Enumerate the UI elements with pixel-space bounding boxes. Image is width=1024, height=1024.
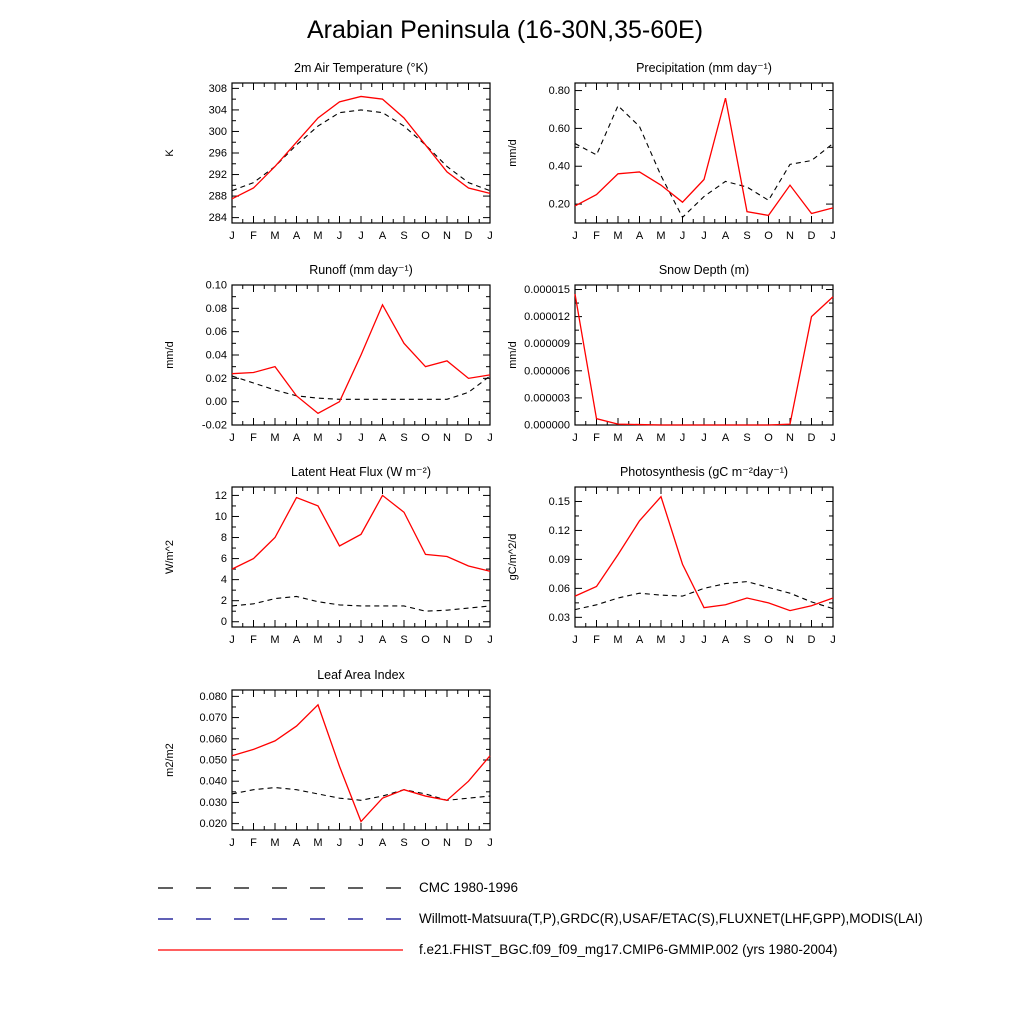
svg-text:J: J xyxy=(830,634,836,646)
svg-text:10: 10 xyxy=(214,510,227,523)
svg-text:M: M xyxy=(313,230,323,242)
svg-text:F: F xyxy=(593,634,600,646)
svg-text:0.20: 0.20 xyxy=(548,198,570,211)
svg-text:M: M xyxy=(613,634,623,646)
svg-text:0.080: 0.080 xyxy=(199,690,227,703)
svg-text:A: A xyxy=(721,432,730,444)
svg-text:D: D xyxy=(807,230,816,242)
svg-text:O: O xyxy=(764,634,773,646)
chart-snow-depth xyxy=(500,260,845,460)
svg-text:0.000015: 0.000015 xyxy=(524,284,570,297)
svg-text:O: O xyxy=(421,634,430,646)
svg-text:A: A xyxy=(721,230,730,242)
svg-text:A: A xyxy=(635,432,644,444)
svg-text:J: J xyxy=(701,634,707,646)
svg-text:J: J xyxy=(336,230,343,242)
chart-latent-heat-flux xyxy=(157,462,502,662)
svg-text:S: S xyxy=(400,634,408,646)
svg-text:M: M xyxy=(313,837,323,849)
svg-text:0.06: 0.06 xyxy=(548,582,570,595)
svg-text:J: J xyxy=(229,634,235,646)
svg-text:4: 4 xyxy=(220,574,227,587)
svg-text:N: N xyxy=(443,837,451,849)
svg-text:2m Air Temperature (°K): 2m Air Temperature (°K) xyxy=(294,61,428,75)
svg-text:gC/m^2/d: gC/m^2/d xyxy=(507,533,519,581)
svg-text:A: A xyxy=(292,230,301,242)
svg-text:S: S xyxy=(400,230,408,242)
svg-text:O: O xyxy=(421,837,430,849)
svg-text:J: J xyxy=(336,634,343,646)
svg-text:0.020: 0.020 xyxy=(199,818,227,831)
svg-text:0.000009: 0.000009 xyxy=(524,338,570,351)
svg-text:J: J xyxy=(679,634,686,646)
svg-text:0.10: 0.10 xyxy=(205,279,227,292)
svg-text:J: J xyxy=(487,432,493,444)
legend-item xyxy=(158,872,923,903)
chart-photosynthesis xyxy=(500,462,845,662)
svg-text:mm/d: mm/d xyxy=(164,341,176,369)
svg-text:A: A xyxy=(378,230,387,242)
svg-text:F: F xyxy=(250,837,257,849)
svg-text:0.06: 0.06 xyxy=(205,326,227,339)
svg-text:A: A xyxy=(292,837,301,849)
svg-text:N: N xyxy=(443,432,451,444)
svg-text:0.000012: 0.000012 xyxy=(524,311,570,324)
svg-text:0.09: 0.09 xyxy=(548,553,570,566)
svg-text:mm/d: mm/d xyxy=(507,341,519,369)
svg-text:Precipitation (mm day⁻¹): Precipitation (mm day⁻¹) xyxy=(636,61,772,75)
svg-text:D: D xyxy=(464,634,473,646)
svg-text:0.80: 0.80 xyxy=(548,85,570,98)
svg-text:0.000003: 0.000003 xyxy=(524,392,570,405)
svg-text:A: A xyxy=(378,432,387,444)
svg-text:0.030: 0.030 xyxy=(199,796,227,809)
solid-line-sample xyxy=(158,947,403,953)
svg-text:296: 296 xyxy=(208,147,227,160)
svg-text:A: A xyxy=(721,634,730,646)
svg-text:M: M xyxy=(313,432,323,444)
svg-text:M: M xyxy=(270,230,280,242)
chart-runoff xyxy=(157,260,502,460)
svg-text:J: J xyxy=(701,432,707,444)
svg-text:M: M xyxy=(656,230,666,242)
svg-text:0.060: 0.060 xyxy=(199,733,227,746)
svg-text:300: 300 xyxy=(208,125,227,138)
svg-text:2: 2 xyxy=(220,595,227,608)
dashed-line-sample xyxy=(158,885,403,891)
chart-2m-air-temperature xyxy=(157,58,502,258)
svg-text:0.000000: 0.000000 xyxy=(524,419,570,432)
svg-text:6: 6 xyxy=(220,553,227,566)
svg-text:N: N xyxy=(443,230,451,242)
svg-text:K: K xyxy=(164,149,176,157)
svg-text:F: F xyxy=(250,230,257,242)
legend-label: CMC 1980-1996 xyxy=(419,880,519,895)
dashed-line-sample xyxy=(158,916,403,922)
svg-text:8: 8 xyxy=(220,532,227,545)
legend-item xyxy=(158,903,923,934)
svg-text:Latent Heat Flux (W m⁻²): Latent Heat Flux (W m⁻²) xyxy=(291,465,431,479)
svg-text:M: M xyxy=(656,634,666,646)
legend xyxy=(158,872,923,965)
svg-text:J: J xyxy=(572,634,578,646)
svg-text:D: D xyxy=(464,230,473,242)
svg-text:0.040: 0.040 xyxy=(199,775,227,788)
svg-text:Runoff (mm day⁻¹): Runoff (mm day⁻¹) xyxy=(309,263,413,277)
svg-text:A: A xyxy=(635,230,644,242)
svg-text:A: A xyxy=(635,634,644,646)
chart-precipitation xyxy=(500,58,845,258)
legend-label: Willmott-Matsuura(T,P),GRDC(R),USAF/ETAC(S),FLUXNET(LHF,GPP),MODIS(LAI) xyxy=(419,911,923,926)
svg-text:mm/d: mm/d xyxy=(507,139,519,167)
svg-text:0: 0 xyxy=(220,616,227,629)
svg-text:N: N xyxy=(786,230,794,242)
svg-text:D: D xyxy=(807,634,816,646)
svg-text:O: O xyxy=(764,432,773,444)
svg-text:-0.02: -0.02 xyxy=(201,419,227,432)
svg-text:F: F xyxy=(593,432,600,444)
svg-text:A: A xyxy=(292,634,301,646)
svg-text:F: F xyxy=(250,432,257,444)
svg-text:S: S xyxy=(743,634,751,646)
svg-text:J: J xyxy=(229,230,235,242)
svg-text:J: J xyxy=(358,634,364,646)
legend-label: f.e21.FHIST_BGC.f09_f09_mg17.CMIP6-GMMIP.002 (yrs 1980-2004) xyxy=(419,942,838,957)
svg-text:304: 304 xyxy=(208,104,227,117)
svg-text:S: S xyxy=(400,837,408,849)
svg-text:N: N xyxy=(786,634,794,646)
svg-text:M: M xyxy=(270,634,280,646)
svg-text:0.15: 0.15 xyxy=(548,495,570,508)
svg-text:S: S xyxy=(743,432,751,444)
svg-text:Photosynthesis (gC m⁻²day⁻¹): Photosynthesis (gC m⁻²day⁻¹) xyxy=(619,465,789,479)
svg-text:J: J xyxy=(487,837,493,849)
svg-text:M: M xyxy=(656,432,666,444)
svg-text:0.070: 0.070 xyxy=(199,712,227,725)
svg-text:J: J xyxy=(701,230,707,242)
svg-text:0.02: 0.02 xyxy=(205,372,227,385)
svg-text:O: O xyxy=(421,230,430,242)
svg-text:M: M xyxy=(270,432,280,444)
svg-text:J: J xyxy=(336,837,343,849)
svg-text:J: J xyxy=(487,634,493,646)
svg-text:N: N xyxy=(786,432,794,444)
svg-text:292: 292 xyxy=(208,169,227,182)
svg-text:D: D xyxy=(807,432,816,444)
svg-text:J: J xyxy=(358,432,364,444)
svg-text:O: O xyxy=(421,432,430,444)
svg-text:0.08: 0.08 xyxy=(205,302,227,315)
svg-text:J: J xyxy=(679,230,686,242)
svg-text:J: J xyxy=(336,432,343,444)
svg-text:288: 288 xyxy=(208,190,227,203)
svg-text:0.050: 0.050 xyxy=(199,754,227,767)
svg-text:J: J xyxy=(229,432,235,444)
svg-text:A: A xyxy=(378,634,387,646)
svg-text:J: J xyxy=(358,230,364,242)
chart-leaf-area-index xyxy=(157,665,502,865)
legend-item xyxy=(158,934,923,965)
svg-text:m2/m2: m2/m2 xyxy=(164,743,176,777)
svg-text:J: J xyxy=(358,837,364,849)
svg-text:Leaf Area Index: Leaf Area Index xyxy=(317,668,405,682)
svg-text:J: J xyxy=(229,837,235,849)
svg-text:O: O xyxy=(764,230,773,242)
svg-text:J: J xyxy=(830,432,836,444)
page-title: Arabian Peninsula (16-30N,35-60E) xyxy=(306,16,704,44)
svg-text:M: M xyxy=(613,432,623,444)
svg-text:J: J xyxy=(679,432,686,444)
svg-text:308: 308 xyxy=(208,82,227,95)
svg-text:Snow Depth (m): Snow Depth (m) xyxy=(658,263,750,277)
svg-text:F: F xyxy=(593,230,600,242)
svg-text:12: 12 xyxy=(214,489,227,502)
svg-text:M: M xyxy=(313,634,323,646)
svg-text:0.04: 0.04 xyxy=(205,349,227,362)
svg-text:M: M xyxy=(613,230,623,242)
svg-text:S: S xyxy=(743,230,751,242)
svg-text:D: D xyxy=(464,837,473,849)
svg-text:D: D xyxy=(464,432,473,444)
svg-text:0.00: 0.00 xyxy=(205,396,227,409)
svg-text:J: J xyxy=(572,432,578,444)
svg-text:J: J xyxy=(830,230,836,242)
svg-text:0.03: 0.03 xyxy=(548,611,570,624)
svg-text:W/m^2: W/m^2 xyxy=(164,540,176,574)
svg-text:0.40: 0.40 xyxy=(548,160,570,173)
svg-text:0.60: 0.60 xyxy=(548,122,570,135)
svg-text:A: A xyxy=(292,432,301,444)
svg-text:M: M xyxy=(270,837,280,849)
svg-text:0.12: 0.12 xyxy=(548,524,570,537)
svg-text:A: A xyxy=(378,837,387,849)
svg-text:J: J xyxy=(487,230,493,242)
svg-text:F: F xyxy=(250,634,257,646)
svg-text:N: N xyxy=(443,634,451,646)
svg-text:S: S xyxy=(400,432,408,444)
svg-text:J: J xyxy=(572,230,578,242)
svg-text:284: 284 xyxy=(208,212,227,225)
svg-text:0.000006: 0.000006 xyxy=(524,365,570,378)
